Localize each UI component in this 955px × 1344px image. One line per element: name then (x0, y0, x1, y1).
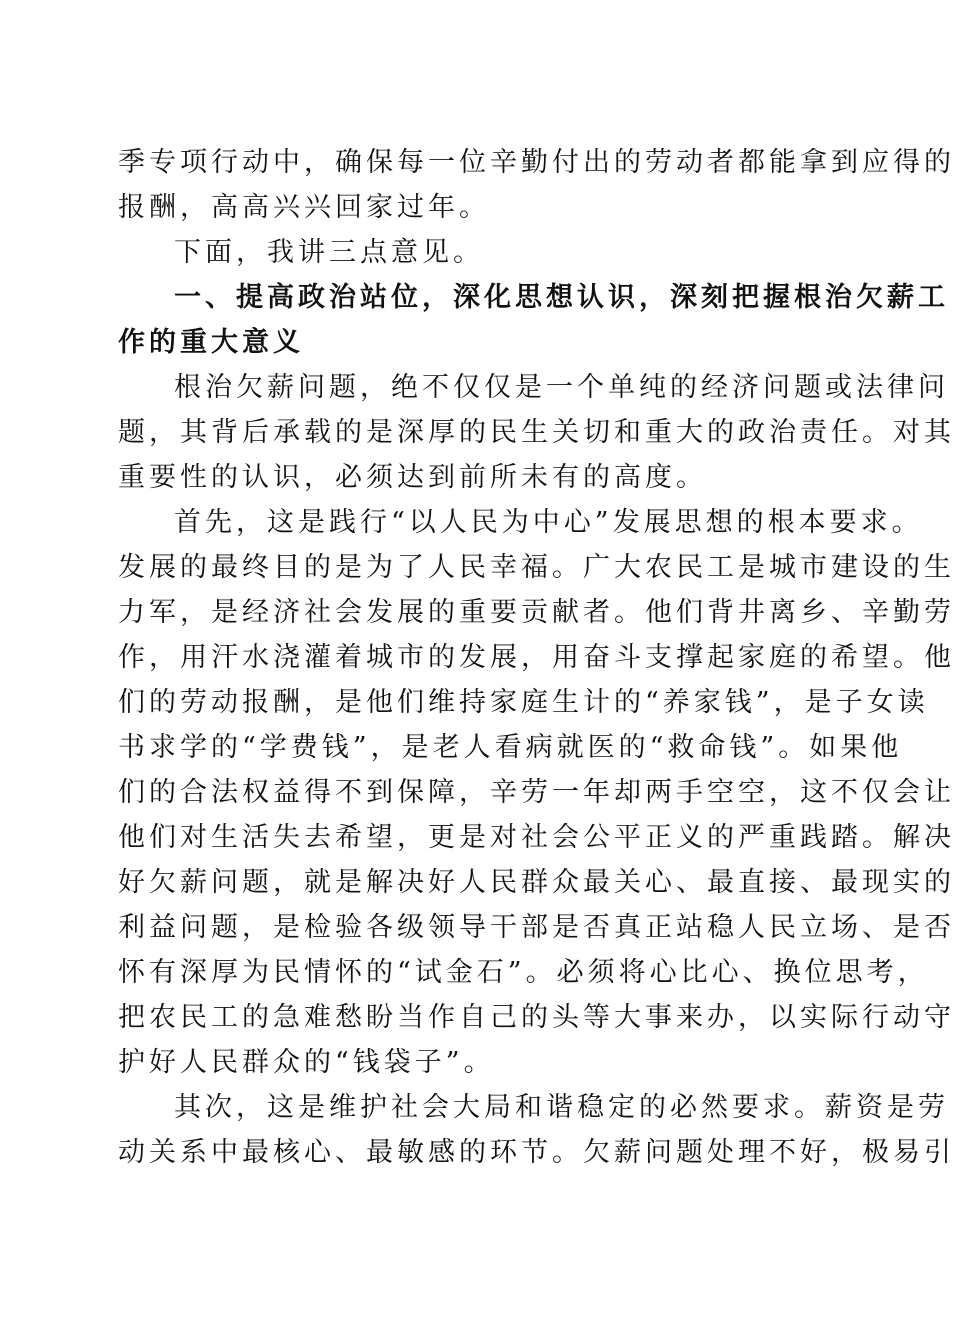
text-line: 力军，是经济社会发展的重要贡献者。他们背井离乡、辛勤劳 (118, 597, 955, 628)
text-line: 季专项行动中，确保每一位辛勤付出的劳动者都能拿到应得的 (118, 147, 955, 178)
text-line: 们的合法权益得不到保障，辛劳一年却两手空空，这不仅会让 (118, 777, 955, 808)
text-line: 重要性的认识，必须达到前所未有的高度。 (118, 462, 707, 493)
text-line: 他们对生活失去希望，更是对社会公平正义的严重践踏。解决 (118, 822, 955, 853)
text-line: 作，用汗水浇灌着城市的发展，用奋斗支撑起家庭的希望。他 (118, 642, 955, 673)
paragraph (118, 230, 824, 275)
text-line: 动关系中最核心、最敏感的环节。欠薪问题处理不好，极易引 (118, 1137, 955, 1168)
paragraph (118, 365, 955, 500)
text-line: 作的重大意义 (118, 327, 304, 358)
text-line: 一、提高政治站位，深化思想认识，深刻把握根治欠薪工 (174, 282, 949, 313)
section-heading (118, 275, 949, 365)
text-line: 好欠薪问题，就是解决好人民群众最关心、最直接、最现实的 (118, 867, 955, 898)
text-line: 们的劳动报酬，是他们维持家庭生计的“养家钱”，是子女读 (118, 687, 929, 718)
text-line: 报酬，高高兴兴回家过年。 (118, 192, 490, 223)
paragraph (118, 140, 955, 230)
text-line: 根治欠薪问题，绝不仅仅是一个单纯的经济问题或法律问 (174, 372, 949, 403)
text-line: 首先，这是践行“以人民为中心”发展思想的根本要求。 (174, 507, 923, 538)
text-line: 护好人民群众的“钱袋子”。 (118, 1047, 495, 1078)
text-line: 发展的最终目的是为了人民幸福。广大农民工是城市建设的生 (118, 552, 955, 583)
text-line: 题，其背后承载的是深厚的民生关切和重大的政治责任。对其 (118, 417, 955, 448)
text-line: 利益问题，是检验各级领导干部是否真正站稳人民立场、是否 (118, 912, 955, 943)
text-line: 其次，这是维护社会大局和谐稳定的必然要求。薪资是劳 (174, 1092, 949, 1123)
document-page (118, 140, 955, 1175)
text-line: 下面，我讲三点意见。 (174, 237, 484, 268)
paragraph (118, 1085, 955, 1175)
paragraph (118, 500, 955, 1085)
text-line: 书求学的“学费钱”，是老人看病就医的“救命钱”。如果他 (118, 732, 903, 763)
text-line: 把农民工的急难愁盼当作自己的头等大事来办，以实际行动守 (118, 1002, 955, 1033)
text-line: 怀有深厚为民情怀的“试金石”。必须将心比心、换位思考， (118, 957, 929, 988)
